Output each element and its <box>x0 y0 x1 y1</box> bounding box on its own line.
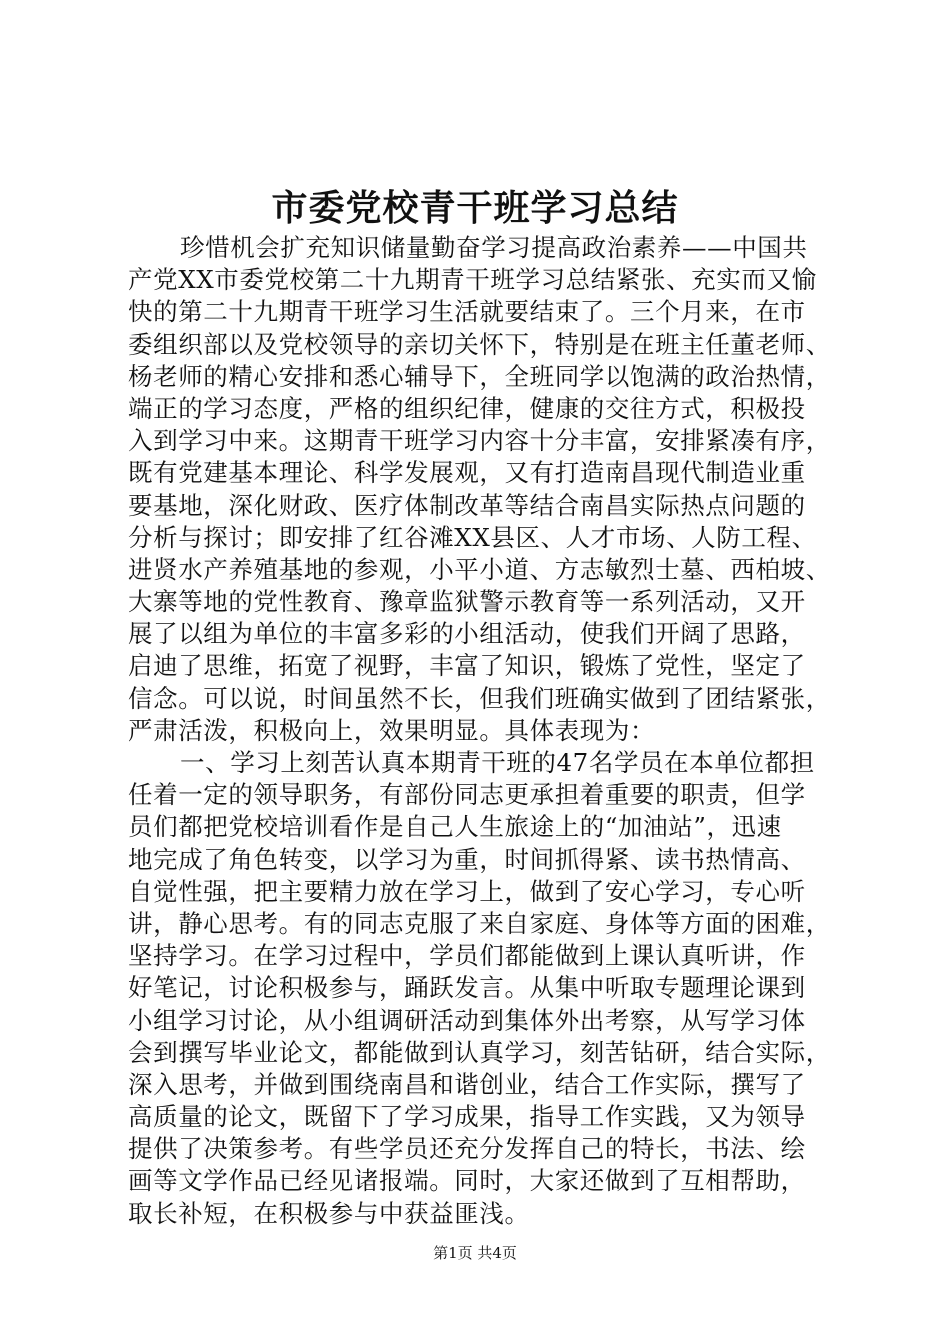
paragraph-line: 讲，静心思考。有的同志克服了来自家庭、身体等方面的困难， <box>128 908 831 938</box>
paragraph-line: 快的第二十九期青干班学习生活就要结束了。三个月来，在市 <box>128 297 806 327</box>
paragraph-line: 深入思考，并做到围绕南昌和谐创业，结合工作实际，撰写了 <box>128 1069 806 1099</box>
paragraph-line: 坚持学习。在学习过程中，学员们都能做到上课认真听讲，作 <box>128 941 806 971</box>
paragraph-line: 分析与探讨；即安排了红谷滩XX县区、人才市场、人防工程、 <box>128 522 817 552</box>
paragraph-line: 自觉性强，把主要精力放在学习上，做到了安心学习，专心听 <box>128 876 806 906</box>
paragraph-line: 端正的学习态度，严格的组织纪律，健康的交往方式，积极投 <box>128 393 806 423</box>
paragraph-line: 启迪了思维，拓宽了视野，丰富了知识，锻炼了党性，坚定了 <box>128 651 806 681</box>
paragraph-line: 高质量的论文，既留下了学习成果，指导工作实践，又为领导 <box>128 1102 806 1132</box>
paragraph-line: 员们都把党校培训看作是自己人生旅途上的“加油站”，迅速 <box>128 812 782 842</box>
paragraph-line: 展了以组为单位的丰富多彩的小组活动，使我们开阔了思路， <box>128 619 806 649</box>
paragraph-line: 既有党建基本理论、科学发展观，又有打造南昌现代制造业重 <box>128 458 806 488</box>
paragraph-line: 杨老师的精心安排和悉心辅导下，全班同学以饱满的政治热情， <box>128 361 831 391</box>
paragraph-line: 珍惜机会扩充知识储量勤奋学习提高政治素养——中国共 <box>180 233 808 262</box>
paragraph-line: 入到学习中来。这期青干班学习内容十分丰富，安排紧凑有序， <box>128 426 831 456</box>
paragraph-line: 要基地，深化财政、医疗体制改革等结合南昌实际热点问题的 <box>128 490 806 520</box>
paragraph-line: 一、学习上刻苦认真本期青干班的47名学员在本单位都担 <box>180 748 815 777</box>
paragraph-line: 进贤水产养殖基地的参观，小平小道、方志敏烈士墓、西柏坡、 <box>128 554 831 584</box>
page-footer: 第1页 共4页 <box>433 1244 517 1262</box>
paragraph-line: 信念。可以说，时间虽然不长，但我们班确实做到了团结紧张， <box>128 683 831 713</box>
document-title: 市委党校青干班学习总结 <box>271 187 679 229</box>
paragraph-line: 好笔记，讨论积极参与，踊跃发言。从集中听取专题理论课到 <box>128 973 806 1003</box>
paragraph-line: 会到撰写毕业论文，都能做到认真学习，刻苦钻研，结合实际， <box>128 1037 831 1067</box>
paragraph-line: 画等文学作品已经见诸报端。同时，大家还做到了互相帮助， <box>128 1166 806 1196</box>
paragraph-line: 任着一定的领导职务，有部份同志更承担着重要的职责，但学 <box>128 780 806 810</box>
paragraph-line: 大寨等地的党性教育、豫章监狱警示教育等一系列活动，又开 <box>128 587 806 617</box>
paragraph-line: 地完成了角色转变，以学习为重，时间抓得紧、读书热情高、 <box>128 844 806 874</box>
paragraph-line: 严肃活泼，积极向上，效果明显。具体表现为： <box>128 715 656 745</box>
paragraph-line: 小组学习讨论，从小组调研活动到集体外出考察，从写学习体 <box>128 1005 806 1035</box>
document-body <box>128 232 838 1230</box>
paragraph-line: 产党XX市委党校第二十九期青干班学习总结紧张、充实而又愉 <box>128 265 817 295</box>
paragraph-line: 取长补短，在积极参与中获益匪浅。 <box>128 1198 530 1228</box>
paragraph-line: 委组织部以及党校领导的亲切关怀下，特别是在班主任董老师、 <box>128 329 831 359</box>
paragraph-line: 提供了决策参考。有些学员还充分发挥自己的特长，书法、绘 <box>128 1134 806 1164</box>
